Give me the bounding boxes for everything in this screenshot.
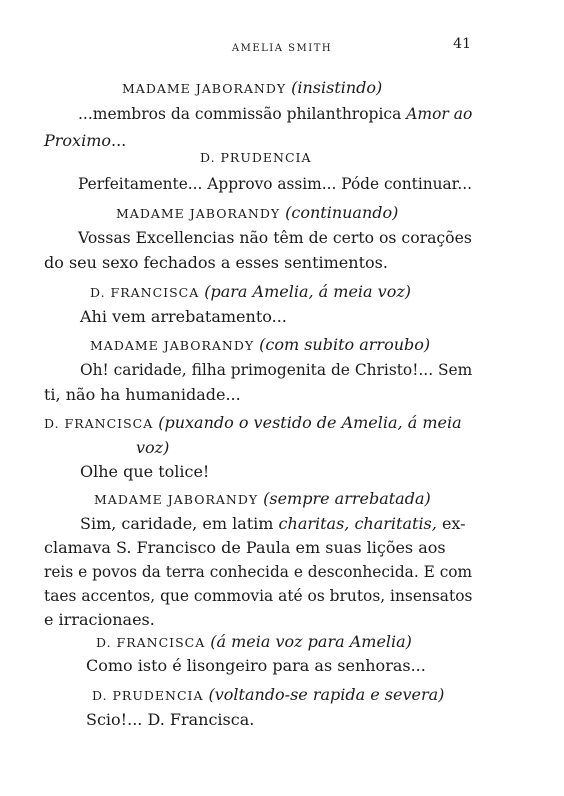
running-head: AMELIA SMITH bbox=[231, 43, 333, 54]
speaker-heading bbox=[90, 282, 411, 301]
stage-direction: (puxando o vestido de Amelia, á meia bbox=[158, 413, 462, 432]
speaker-name: D. FRANCISCA bbox=[96, 635, 206, 650]
speaker-heading bbox=[200, 150, 312, 165]
stage-direction: (insistindo) bbox=[291, 78, 383, 97]
stage-direction: (para Amelia, á meia voz) bbox=[204, 282, 412, 301]
stage-direction-continued: voz) bbox=[136, 438, 170, 457]
stage-direction: (com subito arroubo) bbox=[259, 335, 431, 354]
speech-line: Ahi vem arrebatamento... bbox=[80, 307, 287, 326]
stage-direction: (á meia voz para Amelia) bbox=[210, 632, 412, 651]
speaker-heading bbox=[44, 413, 462, 432]
speech-line: Vossas Excellencias não têm de certo os corações bbox=[78, 228, 472, 247]
speaker-name: D. FRANCISCA bbox=[90, 285, 200, 300]
speaker-heading bbox=[96, 632, 412, 651]
speaker-name: MADAME JABORANDY bbox=[116, 206, 281, 221]
speech-line: clamava S. Francisco de Paula em suas lições aos bbox=[44, 538, 446, 557]
speech-line: Sim, caridade, em latim charitas, charitatis, ex- bbox=[80, 514, 466, 533]
speaker-name: D. PRUDENCIA bbox=[92, 688, 204, 703]
speaker-name: MADAME JABORANDY bbox=[90, 338, 255, 353]
speech-line: Proximo... bbox=[44, 131, 127, 150]
page-number: 41 bbox=[453, 36, 471, 52]
speech-line: Scio!... D. Francisca. bbox=[86, 710, 255, 729]
speaker-name: MADAME JABORANDY bbox=[94, 492, 259, 507]
speech-line: do seu sexo fechados a esses sentimentos. bbox=[44, 253, 388, 272]
speech-line: taes accentos, que commovia até os brutos, insensatos bbox=[44, 586, 473, 605]
speech-line: ti, não ha humanidade... bbox=[44, 385, 241, 404]
stage-direction: (sempre arrebatada) bbox=[263, 489, 431, 508]
speech-line: ...membros da commissão philanthropica Amor ao bbox=[78, 104, 473, 123]
stage-direction: (continuando) bbox=[285, 203, 399, 222]
speaker-name: MADAME JABORANDY bbox=[122, 81, 287, 96]
speech-line: e irracionaes. bbox=[44, 610, 155, 629]
stage-direction: (voltando-se rapida e severa) bbox=[208, 685, 445, 704]
speech-line: Olhe que tolice! bbox=[80, 462, 210, 481]
speaker-heading bbox=[116, 203, 398, 222]
speaker-heading bbox=[92, 685, 444, 704]
speech-line: reis e povos da terra conhecida e desconhecida. E com bbox=[44, 562, 473, 581]
speaker-heading bbox=[94, 489, 431, 508]
speech-line: Perfeitamente... Approvo assim... Póde continuar... bbox=[78, 174, 472, 193]
speaker-name: D. PRUDENCIA bbox=[200, 150, 312, 165]
speaker-name: D. FRANCISCA bbox=[44, 416, 154, 431]
speech-line: Oh! caridade, filha primogenita de Christo!... Sem bbox=[80, 360, 473, 379]
speaker-heading bbox=[90, 335, 430, 354]
speech-line: Como isto é lisongeiro para as senhoras... bbox=[86, 656, 426, 675]
speaker-heading bbox=[122, 78, 382, 97]
